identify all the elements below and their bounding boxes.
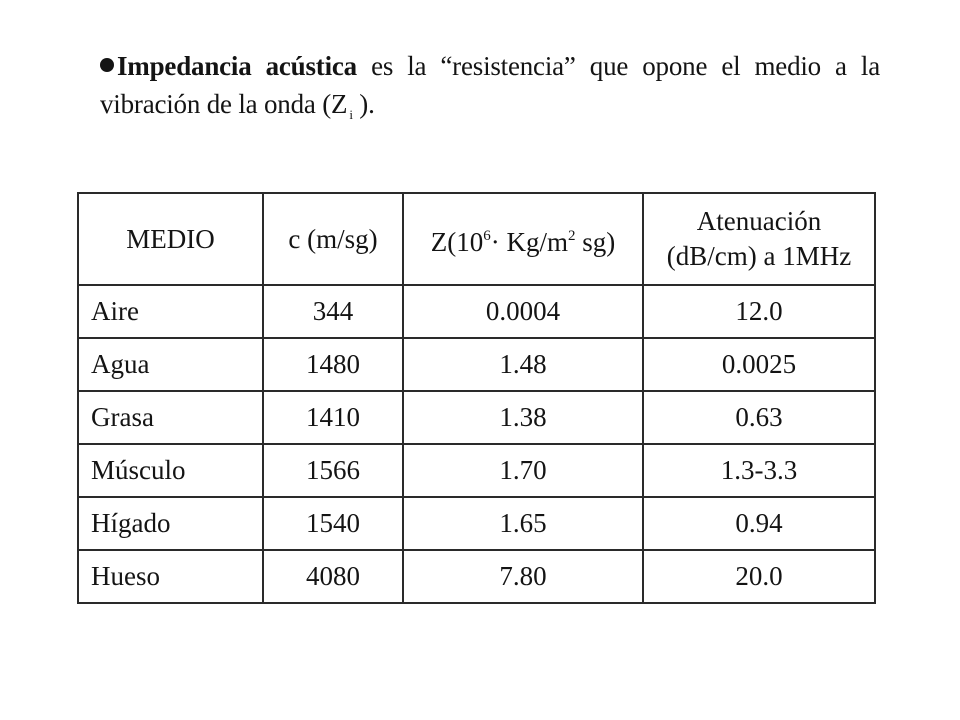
cell-medio: Hígado [78, 497, 263, 550]
bullet-icon [100, 58, 114, 72]
term-impedancia: Impedancia acústica [117, 51, 357, 81]
header-medio: MEDIO [78, 193, 263, 285]
table-row [78, 497, 875, 550]
cell-z: 0.0004 [403, 285, 643, 338]
cell-medio: Agua [78, 338, 263, 391]
cell-c: 1410 [263, 391, 403, 444]
header-c: c (m/sg) [263, 193, 403, 285]
cell-c: 1566 [263, 444, 403, 497]
header-z-prefix: Z(10 [430, 226, 484, 257]
intro-paragraph [100, 47, 880, 128]
cell-medio: Músculo [78, 444, 263, 497]
z-subscript: i [349, 107, 353, 122]
acoustic-properties-table [77, 192, 876, 604]
intro-line-2 [100, 85, 880, 128]
cell-atenuacion: 1.3-3.3 [643, 444, 875, 497]
cell-medio: Aire [78, 285, 263, 338]
intro-line-1-text: es la “resistencia” que opone el medio a la [356, 51, 881, 81]
header-atenuacion [643, 193, 875, 285]
cell-c: 1540 [263, 497, 403, 550]
cell-atenuacion: 0.63 [643, 391, 875, 444]
table-row [78, 550, 875, 603]
header-z [403, 193, 643, 285]
header-aten-line2: (dB/cm) a 1MHz [666, 241, 852, 271]
acoustic-table-container [77, 192, 876, 604]
cell-z: 7.80 [403, 550, 643, 603]
intro-line-2-end: ). [352, 89, 375, 119]
cell-medio: Hueso [78, 550, 263, 603]
cell-c: 344 [263, 285, 403, 338]
cell-atenuacion: 12.0 [643, 285, 875, 338]
intro-line-2-text: vibración de la onda (Z [100, 89, 348, 119]
cell-atenuacion: 0.0025 [643, 338, 875, 391]
header-z-exponent: 6 [483, 227, 491, 244]
intro-line-1 [100, 47, 880, 85]
cell-atenuacion: 20.0 [643, 550, 875, 603]
header-z-square: 2 [567, 227, 576, 244]
cell-medio: Grasa [78, 391, 263, 444]
header-z-mid: · Kg/m [490, 226, 568, 257]
table-row [78, 285, 875, 338]
cell-z: 1.38 [403, 391, 643, 444]
header-aten-line1: Atenuación [696, 206, 822, 236]
cell-atenuacion: 0.94 [643, 497, 875, 550]
cell-z: 1.70 [403, 444, 643, 497]
cell-z: 1.65 [403, 497, 643, 550]
cell-c: 1480 [263, 338, 403, 391]
cell-c: 4080 [263, 550, 403, 603]
table-row [78, 444, 875, 497]
header-row [78, 193, 875, 285]
cell-z: 1.48 [403, 338, 643, 391]
header-z-suffix: sg) [575, 226, 616, 257]
table-row [78, 391, 875, 444]
table-row [78, 338, 875, 391]
